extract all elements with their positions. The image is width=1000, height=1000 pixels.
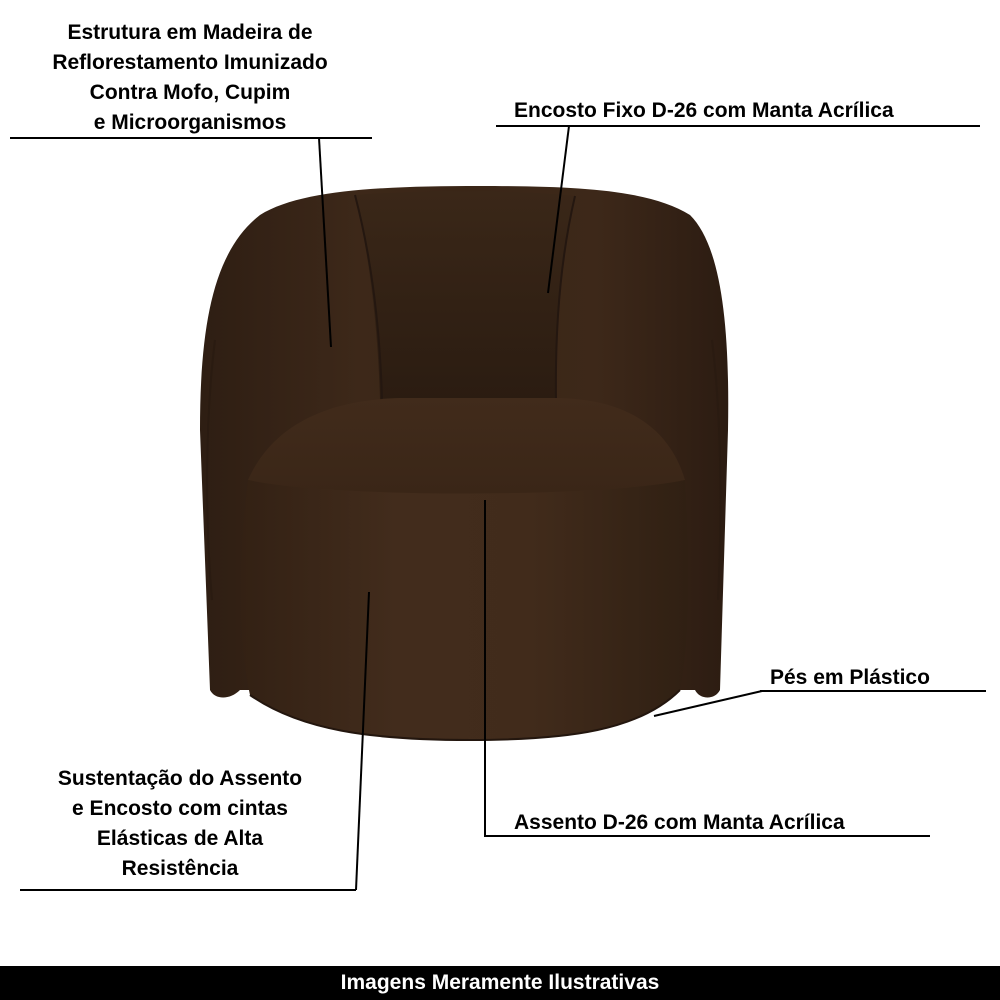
label-sustentacao-line-4: Resistência [121, 857, 239, 880]
label-estrutura-line-1: Estrutura em Madeira de [67, 21, 313, 44]
armchair-backrest [355, 191, 575, 400]
leader-assento-underline [484, 835, 930, 837]
label-estrutura-line-4: e Microorganismos [93, 111, 287, 134]
label-encosto: Encosto Fixo D-26 com Manta Acrílica [514, 99, 894, 122]
label-sustentacao-line-3: Elásticas de Alta [96, 827, 264, 850]
leader-estrutura-underline [10, 137, 372, 139]
leader-pes-underline [760, 690, 986, 692]
label-estrutura-line-3: Contra Mofo, Cupim [89, 81, 291, 104]
label-pes: Pés em Plástico [770, 666, 930, 689]
label-estrutura [10, 18, 370, 138]
label-sustentacao-line-1: Sustentação do Assento [57, 767, 303, 790]
label-sustentacao [10, 764, 350, 884]
footer-disclaimer: Imagens Meramente Ilustrativas [0, 966, 1000, 1000]
leader-sustentacao-underline [20, 889, 356, 891]
label-assento: Assento D-26 com Manta Acrílica [514, 811, 845, 834]
armchair-seat-front [241, 480, 689, 740]
label-estrutura-line-2: Reflorestamento Imunizado [52, 51, 328, 74]
leader-encosto-underline [496, 125, 980, 127]
label-sustentacao-line-2: e Encosto com cintas [72, 797, 288, 820]
